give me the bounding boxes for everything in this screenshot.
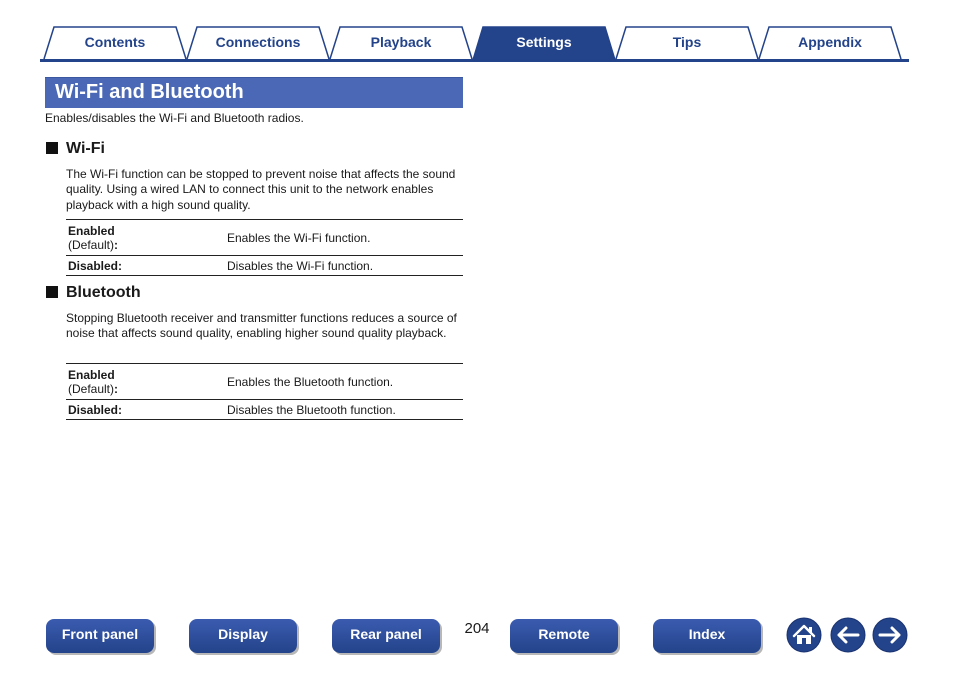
tab-contents-label: Contents [84, 34, 146, 50]
arrow-left-icon [830, 617, 866, 653]
section-body-bluetooth: Stopping Bluetooth receiver and transmitter functions reduces a source of noise that affects sound quality, enabling higher sound quality playback. [66, 311, 457, 341]
page-title-bar [45, 77, 463, 108]
tab-connections-label: Connections [215, 34, 301, 50]
table-row [66, 400, 463, 420]
option-key-label: Disabled: [68, 402, 123, 417]
tab-bar [0, 0, 954, 64]
display-button[interactable]: Display [189, 619, 297, 653]
tab-tips[interactable] [616, 27, 758, 61]
square-bullet-icon [46, 142, 58, 154]
tab-playback[interactable] [330, 27, 472, 61]
option-key-colon: : [114, 381, 119, 396]
tab-playback-label: Playback [370, 34, 432, 50]
page-title: Wi-Fi and Bluetooth [55, 81, 244, 103]
option-key-note: (Default) [68, 237, 115, 252]
tab-appendix[interactable] [759, 27, 901, 61]
home-button[interactable] [786, 617, 822, 653]
front-panel-button[interactable]: Front panel [46, 619, 154, 653]
tab-connections[interactable] [187, 27, 329, 61]
option-desc: Disables the Wi-Fi function. [227, 258, 374, 273]
options-table-wifi [66, 219, 463, 276]
option-key-colon: : [114, 237, 119, 252]
tab-settings[interactable] [473, 27, 615, 61]
table-row [66, 364, 463, 400]
tab-appendix-label: Appendix [798, 34, 862, 50]
rear-panel-button[interactable]: Rear panel [332, 619, 440, 653]
back-button[interactable] [830, 617, 866, 653]
option-desc: Disables the Bluetooth function. [227, 402, 396, 417]
tab-settings-label: Settings [516, 34, 572, 50]
option-desc: Enables the Bluetooth function. [227, 374, 394, 389]
page-intro: Enables/disables the Wi-Fi and Bluetooth radios. [45, 111, 304, 125]
forward-button[interactable] [872, 617, 908, 653]
option-desc: Enables the Wi-Fi function. [227, 230, 371, 245]
tab-tips-label: Tips [672, 34, 702, 50]
option-key-label: Disabled: [68, 258, 123, 273]
section-heading-bluetooth-text: Bluetooth [66, 284, 141, 301]
section-heading-bluetooth [46, 284, 141, 302]
option-key [66, 364, 225, 400]
index-button[interactable]: Index [653, 619, 761, 653]
home-icon [786, 617, 822, 653]
options-table-bluetooth [66, 363, 463, 420]
square-bullet-icon [46, 286, 58, 298]
option-key-note: (Default) [68, 381, 115, 396]
table-row [66, 220, 463, 256]
remote-button[interactable]: Remote [510, 619, 618, 653]
table-row [66, 256, 463, 276]
option-key-label: Enabled [68, 367, 115, 382]
option-key-label: Enabled [68, 223, 115, 238]
section-heading-wifi-text: Wi-Fi [66, 140, 105, 157]
section-body-wifi: The Wi-Fi function can be stopped to prevent noise that affects the sound quality. Using a wired LAN to connect this unit to the network enables playback with a high sound quality. [66, 167, 456, 212]
option-key [66, 220, 225, 256]
page-number: 204 [464, 620, 490, 637]
section-heading-wifi [46, 140, 105, 158]
arrow-right-icon [872, 617, 908, 653]
tab-contents[interactable] [44, 27, 186, 61]
